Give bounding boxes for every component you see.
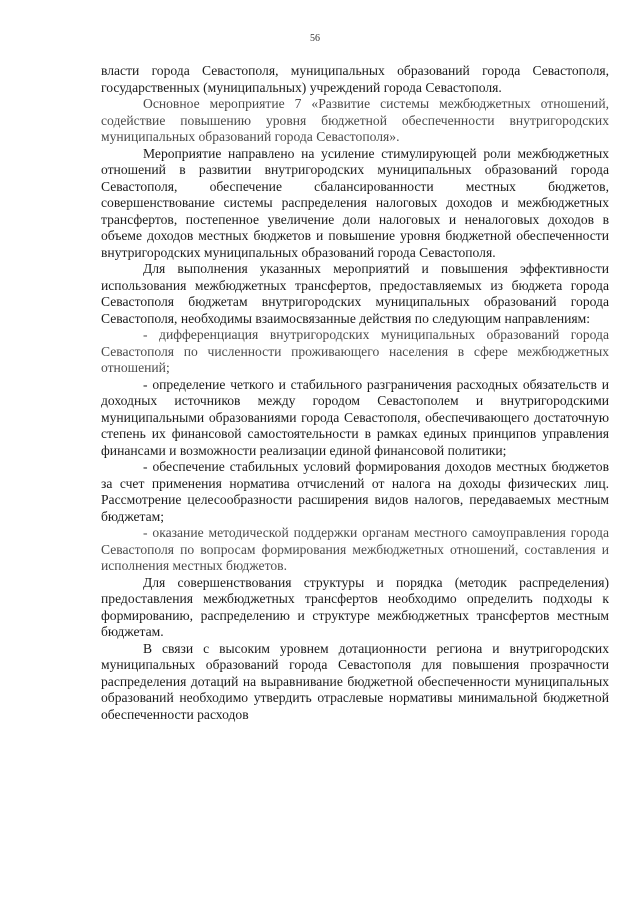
page-number: 56 — [310, 33, 320, 44]
paragraph-activity-purpose: Мероприятие направлено на усиление стимулирующей роли межбюджетных отношений в развитии внутригородских муниципальных образований города Севастополя, обеспечение сбалансированности местных бюджетов, совершенствование системы распределения налоговых доходов и межбюджетных трансфертов, постепенное увеличение доли налоговых и неналоговых доходов в объеме доходов местных бюджетов и повышение уровня бюджетной обеспеченности внутригородских муниципальных образований города Севастополя. — [101, 145, 609, 260]
paragraph-subsidy-norms: В связи с высоким уровнем дотационности региона и внутригородских муниципальных образований города Севастополя для повышения прозрачности распределения дотаций на выравнивание бюджетной обеспеченности муниципальных образований необходимо утвердить отраслевые нормативы минимальной бюджетной обеспеченности расходов — [101, 640, 609, 722]
paragraph-continuation: власти города Севастополя, муниципальных образований города Севастополя, государственных (муниципальных) учреждений города Севастополя. — [101, 63, 609, 95]
paragraph-main-activity-7: Основное мероприятие 7 «Развитие системы межбюджетных отношений, содействие повышению уровня бюджетной обеспеченности внутригородских муниципальных образований города Севастополя». — [101, 96, 609, 144]
paragraph-directions-intro: Для выполнения указанных мероприятий и повышения эффективности использования межбюджетных трансфертов, предоставляемых из бюджета города Севастополя бюджетам внутригородских муниципальных образований города Севастополя, необходимы взаимосвязанные действия по следующим направлениям: — [101, 261, 609, 326]
list-item-methodical-support: - оказание методической поддержки органам местного самоуправления города Севастополя по вопросам формирования межбюджетных отношений, составления и исполнения местных бюджетов. — [101, 525, 609, 573]
list-item-delimitation: - определение четкого и стабильного разграничения расходных обязательств и доходных источников между городом Севастополем и внутригородскими муниципальными образованиями города Севастополя, обеспечивающего достаточную степень их финансовой самостоятельности в рамках единых принципов управления финансами и возможности реализации единой финансовой политики; — [101, 376, 609, 458]
list-item-stable-conditions: - обеспечение стабильных условий формирования доходов местных бюджетов за счет применения норматива отчислений от налога на доходы физических лиц. Рассмотрение целесообразности расширения видов налогов, передаваемых местным бюджетам; — [101, 459, 609, 524]
paragraph-transfer-structure: Для совершенствования структуры и порядка (методик распределения) предоставления межбюджетных трансфертов необходимо определить подходы к формированию, распределению и структуре межбюджетных трансфертов местным бюджетам. — [101, 574, 609, 639]
body-text — [101, 63, 609, 723]
list-item-differentiation: - дифференциация внутригородских муниципальных образований города Севастополя по численности проживающего населения в сфере межбюджетных отношений; — [101, 327, 609, 375]
